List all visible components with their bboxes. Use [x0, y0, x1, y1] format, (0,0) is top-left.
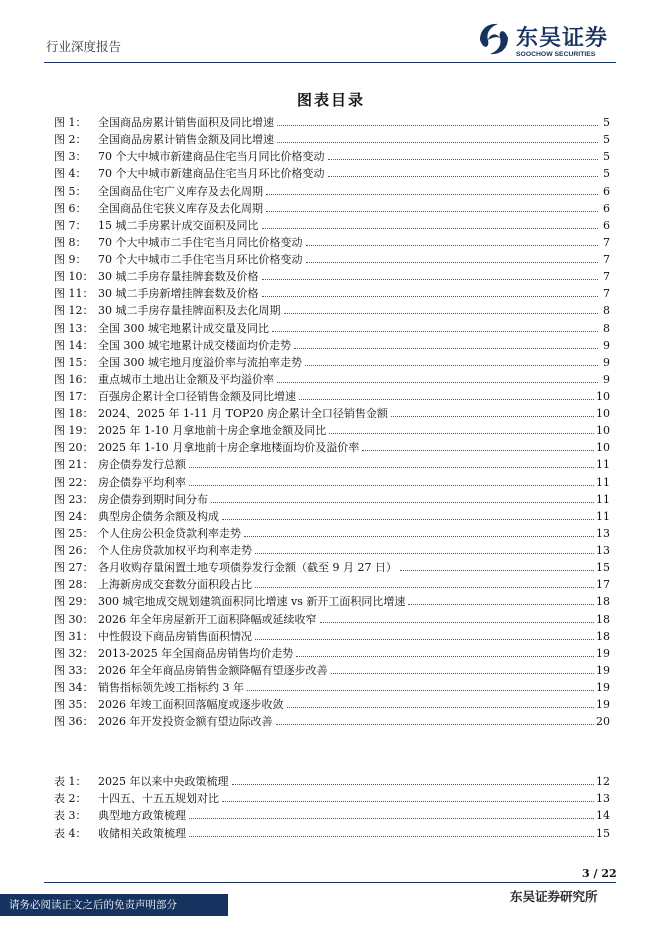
- entry-page: 6: [603, 218, 610, 232]
- entry-page: 17: [596, 578, 610, 592]
- soochow-logo: [476, 20, 626, 60]
- figure-toc-entry[interactable]: [54, 335, 610, 352]
- entry-page: 11: [596, 492, 610, 506]
- figure-toc-entry[interactable]: [54, 506, 610, 523]
- dot-leader: [272, 331, 598, 332]
- entry-title: 30 城二手房新增挂牌套数及价格: [98, 287, 259, 301]
- entry-page: 7: [603, 253, 610, 267]
- entry-number: 图 24：: [54, 509, 94, 523]
- figure-toc-entry[interactable]: [54, 454, 610, 471]
- dot-leader: [277, 142, 598, 143]
- figure-toc-entry[interactable]: [54, 694, 610, 711]
- entry-page: 10: [596, 407, 610, 421]
- entry-title: 各月收购存量闲置土地专项债券发行金额（截至 9 月 27 日）: [98, 561, 397, 575]
- dot-leader: [232, 784, 595, 785]
- entry-title: 2013-2025 年全国商品房销售均价走势: [98, 646, 294, 660]
- dot-leader: [296, 656, 594, 657]
- entry-number: 表 4：: [54, 826, 87, 840]
- entry-title: 30 城二手房存量挂牌套数及价格: [98, 270, 259, 284]
- entry-number: 图 17：: [54, 390, 94, 403]
- entry-page: 11: [596, 475, 610, 489]
- figure-toc-entry[interactable]: [54, 420, 610, 437]
- dot-leader: [266, 194, 598, 195]
- dot-leader: [277, 125, 598, 126]
- soochow-logo-icon: [476, 20, 512, 58]
- entry-page: 18: [596, 595, 610, 609]
- dot-leader: [284, 313, 599, 314]
- figure-toc-entry[interactable]: [54, 711, 610, 728]
- entry-title: 70 个大中城市二手住宅当月同比价格变动: [98, 235, 303, 249]
- entry-number: 图 2：: [54, 133, 87, 147]
- entry-number: 图 30：: [54, 612, 94, 626]
- entry-page: 13: [596, 544, 610, 558]
- entry-page: 10: [596, 424, 610, 438]
- figure-toc-entry[interactable]: [54, 129, 610, 146]
- entry-page: 8: [603, 304, 610, 318]
- entry-title: 300 城宅地成交规划建筑面积同比增速 vs 新开工面积同比增速: [98, 595, 406, 609]
- entry-number: 图 32：: [54, 646, 94, 660]
- figure-toc-entry[interactable]: [54, 437, 610, 454]
- entry-page: 14: [596, 809, 610, 823]
- entry-page: 18: [596, 629, 610, 643]
- entry-title: 房企债券平均利率: [98, 475, 186, 489]
- entry-page: 19: [596, 663, 610, 677]
- figure-toc-entry[interactable]: [54, 608, 610, 625]
- entry-number: 图 4：: [54, 167, 87, 181]
- entry-title: 2026 年开发投资金额有望边际改善: [98, 715, 273, 729]
- figure-toc-entry[interactable]: [54, 215, 610, 232]
- entry-page: 19: [596, 698, 610, 712]
- entry-page: 15: [596, 561, 610, 575]
- dot-leader: [262, 228, 599, 229]
- entry-page: 10: [596, 390, 610, 403]
- entry-page: 6: [603, 184, 610, 198]
- dot-leader: [189, 836, 594, 837]
- dot-leader: [305, 365, 598, 366]
- entry-title: 2026 年竣工面积回落幅度或逐步收敛: [98, 698, 284, 712]
- entry-page: 13: [596, 792, 610, 806]
- entry-page: 11: [596, 458, 610, 472]
- entry-title: 典型房企债务余额及构成: [98, 509, 219, 523]
- figure-toc-entry[interactable]: [54, 317, 610, 334]
- entry-title: 2026 年全年商品房销售金额降幅有望逐步改善: [98, 663, 328, 677]
- entry-title: 上海新房成交套数分面积段占比: [98, 578, 252, 592]
- dot-leader: [277, 382, 598, 383]
- entry-title: 房企债券发行总额: [98, 458, 186, 472]
- entry-page: 15: [596, 826, 610, 840]
- entry-title: 70 个大中城市新建商品住宅当月环比价格变动: [98, 167, 325, 181]
- entry-title: 15 城二手房累计成交面积及同比: [98, 218, 259, 232]
- table-toc-entry[interactable]: [54, 771, 610, 788]
- entry-page: 12: [596, 775, 610, 789]
- entry-number: 图 6：: [54, 201, 87, 215]
- entry-title: 全国 300 城宅地累计成交楼面均价走势: [98, 338, 291, 352]
- entry-title: 个人住房公积金贷款利率走势: [98, 526, 241, 540]
- header-divider: [44, 62, 616, 63]
- entry-title: 全国商品房累计销售面积及同比增速: [98, 116, 274, 130]
- figure-toc-entry[interactable]: [54, 660, 610, 677]
- dot-leader: [222, 801, 594, 802]
- logo-name-en: SOOCHOW SECURITIES: [516, 51, 596, 58]
- logo-name-cn: 东吴证券: [516, 26, 609, 51]
- entry-page: 7: [603, 287, 610, 301]
- entry-number: 图 23：: [54, 492, 94, 506]
- entry-page: 11: [596, 509, 610, 523]
- dot-leader: [276, 724, 595, 725]
- entry-number: 图 33：: [54, 663, 94, 677]
- dot-leader: [266, 211, 598, 212]
- dot-leader: [331, 673, 595, 674]
- entry-number: 图 12：: [54, 304, 94, 318]
- entry-title: 重点城市土地出让金额及平均溢价率: [98, 372, 274, 386]
- figure-toc-entry[interactable]: [54, 163, 610, 180]
- figure-toc-entry[interactable]: [54, 489, 610, 506]
- figure-toc-entry[interactable]: [54, 386, 610, 403]
- entry-title: 百强房企累计全口径销售金额及同比增速: [98, 390, 296, 403]
- entry-page: 7: [603, 235, 610, 249]
- dot-leader: [320, 622, 595, 623]
- figure-toc-entry[interactable]: [54, 626, 610, 643]
- entry-number: 图 18：: [54, 407, 94, 421]
- entry-page: 5: [603, 116, 610, 130]
- entry-number: 图 7：: [54, 218, 87, 232]
- entry-title: 销售指标领先竣工指标约 3 年: [98, 681, 244, 695]
- table-toc-entry[interactable]: [54, 823, 610, 840]
- table-toc-entry[interactable]: [54, 788, 610, 805]
- entry-number: 图 16：: [54, 372, 94, 386]
- figure-toc-entry[interactable]: [54, 643, 610, 660]
- figure-toc-entry[interactable]: [54, 266, 610, 283]
- dot-leader: [211, 502, 594, 503]
- figure-toc-entry[interactable]: [54, 232, 610, 249]
- figure-toc-entry[interactable]: [54, 523, 610, 540]
- entry-number: 图 3：: [54, 150, 87, 164]
- figure-toc-entry[interactable]: [54, 574, 610, 591]
- entry-title: 2025 年 1-10 月拿地前十房企拿地金额及同比: [98, 424, 327, 438]
- dot-leader: [328, 176, 599, 177]
- entry-title: 典型地方政策梳理: [98, 809, 186, 823]
- entry-title: 2024、2025 年 1-11 月 TOP20 房企累计全口径销售金额: [98, 407, 388, 421]
- dot-leader: [222, 519, 594, 520]
- entry-title: 全国商品住宅狭义库存及去化周期: [98, 201, 263, 215]
- entry-number: 图 13：: [54, 321, 94, 335]
- figure-toc-entry[interactable]: [54, 198, 610, 215]
- entry-number: 表 1：: [54, 775, 87, 789]
- dot-leader: [262, 296, 599, 297]
- entry-number: 图 31：: [54, 629, 94, 643]
- dot-leader: [306, 262, 599, 263]
- figure-toc-entry[interactable]: [54, 249, 610, 266]
- entry-title: 70 个大中城市二手住宅当月环比价格变动: [98, 253, 303, 267]
- dot-leader: [189, 467, 594, 468]
- entry-title: 全国 300 城宅地累计成交量及同比: [98, 321, 269, 335]
- entry-title: 收储相关政策梳理: [98, 826, 186, 840]
- entry-page: 19: [596, 681, 610, 695]
- page-title: 图表目录: [296, 91, 365, 109]
- figure-toc-entry[interactable]: [54, 369, 610, 386]
- figure-toc-entry[interactable]: [54, 180, 610, 197]
- entry-number: 图 22：: [54, 475, 94, 489]
- entry-number: 图 29：: [54, 595, 94, 609]
- entry-number: 图 19：: [54, 424, 94, 438]
- entry-number: 图 15：: [54, 355, 94, 369]
- dot-leader: [255, 553, 594, 554]
- entry-page: 5: [603, 167, 610, 181]
- figure-toc-entry[interactable]: [54, 540, 610, 557]
- entry-page: 13: [596, 526, 610, 540]
- figure-toc-entry[interactable]: [54, 557, 610, 574]
- entry-number: 图 11：: [54, 287, 94, 301]
- figure-toc-entry[interactable]: [54, 472, 610, 489]
- entry-page: 9: [603, 372, 610, 386]
- institute-name: 东吴证券研究所: [510, 889, 598, 904]
- entry-number: 图 36：: [54, 715, 94, 729]
- entry-number: 图 5：: [54, 184, 87, 198]
- entry-number: 图 27：: [54, 561, 94, 575]
- dot-leader: [329, 433, 594, 434]
- entry-title: 70 个大中城市新建商品住宅当月同比价格变动: [98, 150, 325, 164]
- figure-toc-entry[interactable]: [54, 146, 610, 163]
- dot-leader: [362, 450, 594, 451]
- entry-number: 图 14：: [54, 338, 94, 352]
- dot-leader: [294, 348, 598, 349]
- entry-title: 中性假设下商品房销售面积情况: [98, 629, 252, 643]
- dot-leader: [247, 690, 594, 691]
- figure-toc-entry[interactable]: [54, 283, 610, 300]
- dot-leader: [244, 536, 594, 537]
- dot-leader: [306, 245, 599, 246]
- dot-leader: [328, 159, 599, 160]
- entry-number: 表 2：: [54, 792, 87, 806]
- dot-leader: [255, 639, 594, 640]
- entry-title: 十四五、十五五规划对比: [98, 792, 219, 806]
- entry-page: 5: [603, 150, 610, 164]
- entry-title: 个人住房贷款加权平均利率走势: [98, 544, 252, 558]
- dot-leader: [189, 818, 594, 819]
- dot-leader: [262, 279, 599, 280]
- entry-page: 6: [603, 201, 610, 215]
- disclaimer-banner: 请务必阅读正文之后的免责声明部分: [0, 894, 228, 916]
- figure-toc-entry[interactable]: [54, 403, 610, 420]
- dot-leader: [255, 587, 594, 588]
- entry-page: 5: [603, 133, 610, 147]
- entry-title: 2026 年全年房屋新开工面积降幅或延续收窄: [98, 612, 317, 626]
- figure-toc-entry[interactable]: [54, 352, 610, 369]
- figure-toc-entry[interactable]: [54, 677, 610, 694]
- dot-leader: [189, 485, 594, 486]
- report-category: 行业深度报告: [46, 39, 122, 54]
- footer-divider: [44, 882, 616, 883]
- entry-number: 图 35：: [54, 698, 94, 712]
- dot-leader: [408, 604, 594, 605]
- entry-title: 30 城二手房存量挂牌面积及去化周期: [98, 304, 281, 318]
- entry-page: 10: [596, 441, 610, 455]
- dot-leader: [400, 570, 594, 571]
- dot-leader: [391, 416, 594, 417]
- entry-number: 图 9：: [54, 253, 87, 267]
- entry-page: 19: [596, 646, 610, 660]
- dot-leader: [299, 399, 594, 400]
- figure-toc-entry[interactable]: [54, 300, 610, 317]
- entry-page: 9: [603, 355, 610, 369]
- entry-number: 图 1：: [54, 116, 87, 130]
- figure-toc-entry[interactable]: [54, 112, 610, 129]
- figure-toc-entry[interactable]: [54, 591, 610, 608]
- entry-page: 20: [596, 715, 610, 729]
- entry-number: 图 10：: [54, 270, 94, 284]
- entry-title: 房企债券到期时间分布: [98, 492, 208, 506]
- entry-number: 表 3：: [54, 809, 87, 823]
- entry-title: 2025 年 1-10 月拿地前十房企拿地楼面均价及溢价率: [98, 441, 360, 455]
- entry-title: 全国 300 城宅地月度溢价率与流拍率走势: [98, 355, 302, 369]
- table-toc-entry[interactable]: [54, 805, 610, 822]
- entry-page: 9: [603, 338, 610, 352]
- entry-number: 图 8：: [54, 235, 87, 249]
- entry-number: 图 25：: [54, 526, 94, 540]
- entry-title: 全国商品房累计销售金额及同比增速: [98, 133, 274, 147]
- entry-number: 图 20：: [54, 441, 94, 455]
- entry-number: 图 34：: [54, 681, 94, 695]
- page-number: 3 / 22: [582, 867, 617, 880]
- entry-page: 7: [603, 270, 610, 284]
- entry-page: 8: [603, 321, 610, 335]
- entry-number: 图 26：: [54, 544, 94, 558]
- dot-leader: [287, 707, 595, 708]
- entry-number: 图 28：: [54, 578, 94, 592]
- entry-title: 2025 年以来中央政策梳理: [98, 775, 229, 789]
- entry-page: 18: [596, 612, 610, 626]
- entry-number: 图 21：: [54, 458, 94, 472]
- entry-title: 全国商品住宅广义库存及去化周期: [98, 184, 263, 198]
